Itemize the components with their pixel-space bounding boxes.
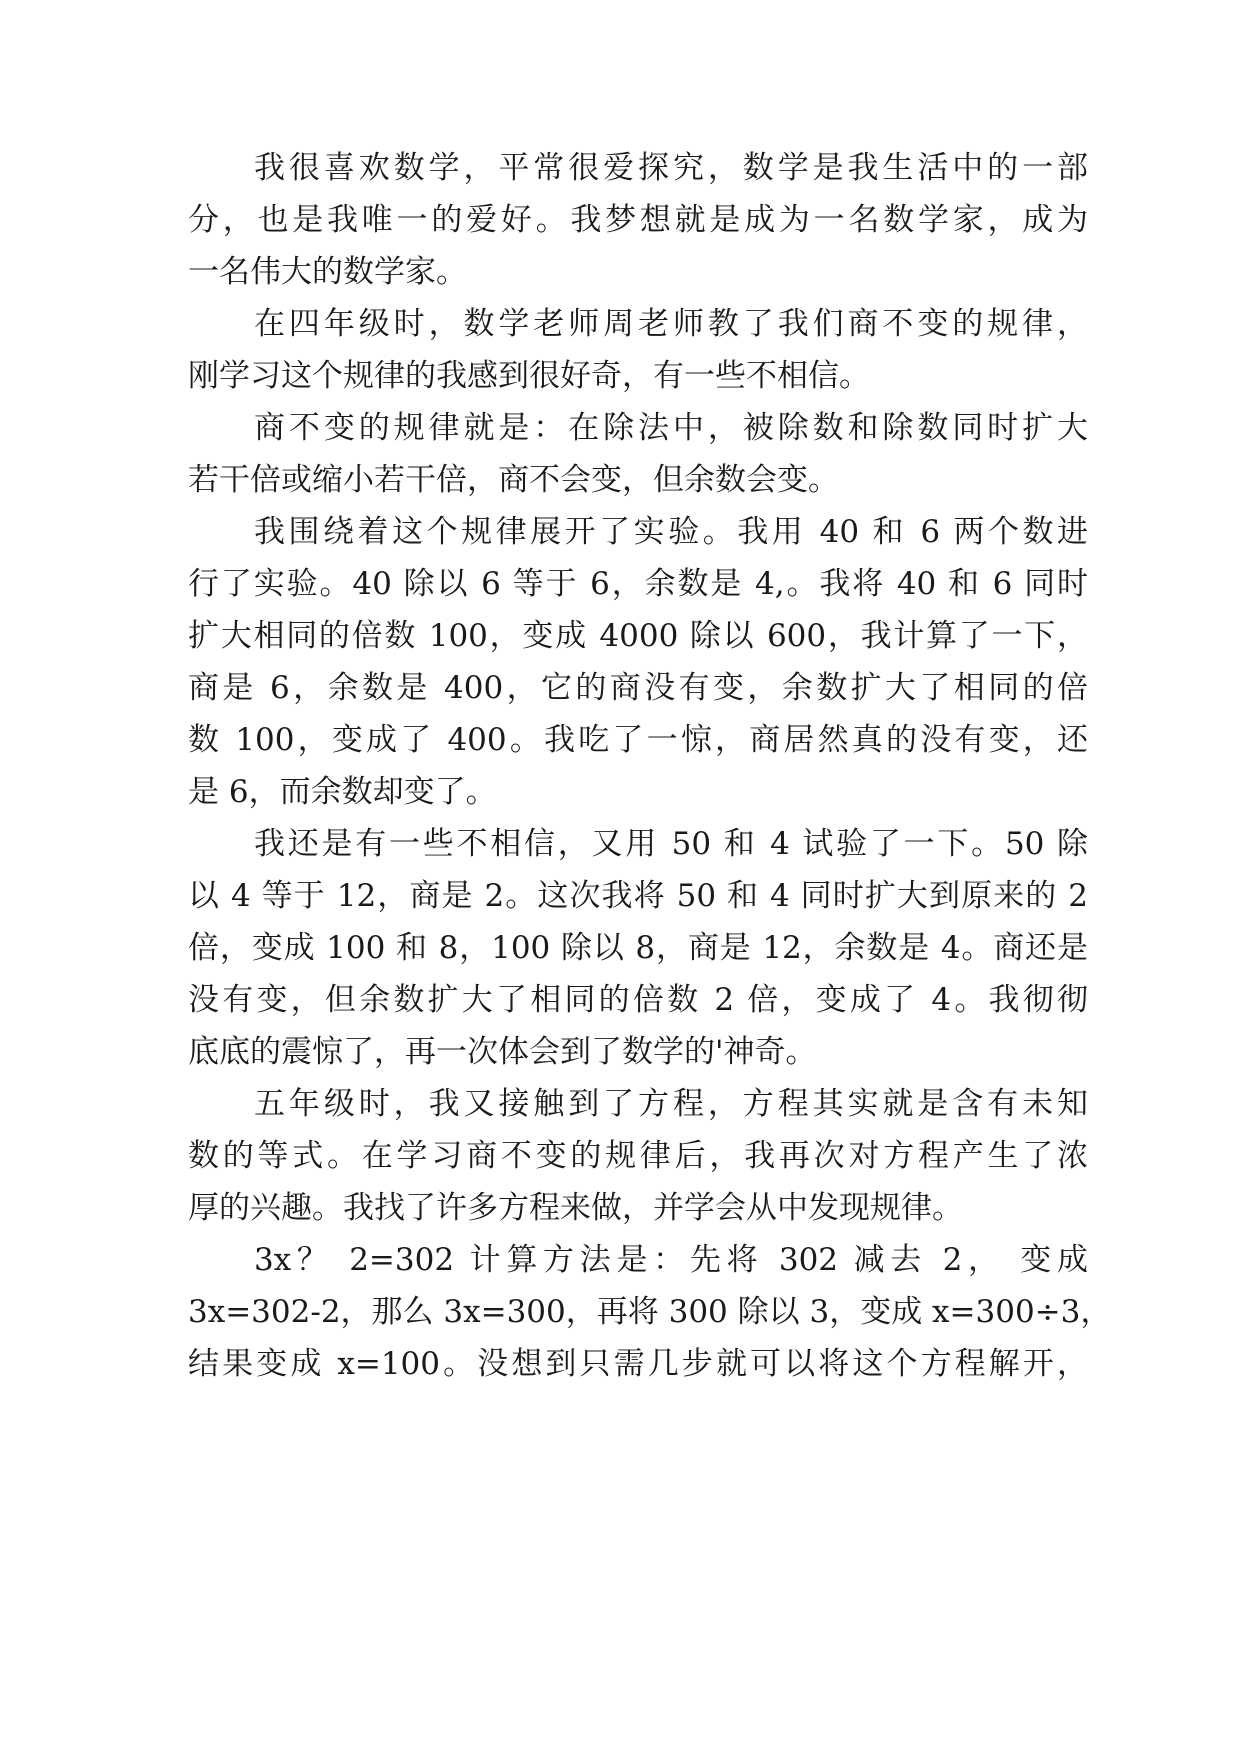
paragraph-line: 在四年级时，数学老师周老师教了我们商不变的规律， [254,306,1088,342]
paragraph-line: 以 4 等于 12，商是 2。这次我将 50 和 4 同时扩大到原来的 2 [188,878,1088,914]
paragraph-line: 商是 6，余数是 400，它的商没有变，余数扩大了相同的倍 [188,670,1088,706]
paragraph-line: 厚的兴趣。我找了许多方程来做，并学会从中发现规律。 [188,1190,963,1226]
paragraph-line: 我围绕着这个规律展开了实验。我用 40 和 6 两个数进 [254,514,1088,550]
paragraph-line: 我很喜欢数学，平常很爱探究，数学是我生活中的一部 [254,150,1088,186]
paragraph-line: 是 6，而余数却变了。 [188,774,497,810]
paragraph-line: 若干倍或缩小若干倍，商不会变，但余数会变。 [188,462,839,498]
paragraph-line: 结果变成 x=100。没想到只需几步就可以将这个方程解开， [188,1346,1088,1382]
paragraph-line: 行了实验。40 除以 6 等于 6，余数是 4,。我将 40 和 6 同时 [188,566,1088,602]
paragraph-line: 刚学习这个规律的我感到很好奇，有一些不相信。 [188,358,870,394]
paragraph-line: 数 100，变成了 400。我吃了一惊，商居然真的没有变，还 [188,722,1088,758]
paragraph-line: 没有变，但余数扩大了相同的倍数 2 倍，变成了 4。我彻彻 [188,982,1088,1018]
paragraph-line: 我还是有一些不相信，又用 50 和 4 试验了一下。50 除 [254,826,1088,862]
paragraph-line: 倍，变成 100 和 8，100 除以 8，商是 12，余数是 4。商还是 [188,930,1088,966]
paragraph-line: 3x？ 2=302 计算方法是：先将 302 减去 2， 变成 [254,1242,1088,1278]
paragraph-line: 一名伟大的数学家。 [188,254,467,290]
paragraph-line: 数的等式。在学习商不变的规律后，我再次对方程产生了浓 [188,1138,1088,1174]
paragraph-line: 3x=302-2，那么 3x=300，再将 300 除以 3，变成 x=300÷3， [188,1294,1112,1330]
paragraph-line: 分，也是我唯一的爱好。我梦想就是成为一名数学家，成为 [188,202,1088,238]
paragraph-line: 商不变的规律就是：在除法中，被除数和除数同时扩大 [254,410,1088,446]
paragraph-line: 五年级时，我又接触到了方程，方程其实就是含有未知 [254,1086,1088,1122]
paragraph-line: 底底的震惊了，再一次体会到了数学的'神奇。 [188,1034,817,1070]
paragraph-line: 扩大相同的倍数 100，变成 4000 除以 600，我计算了一下， [188,618,1088,654]
